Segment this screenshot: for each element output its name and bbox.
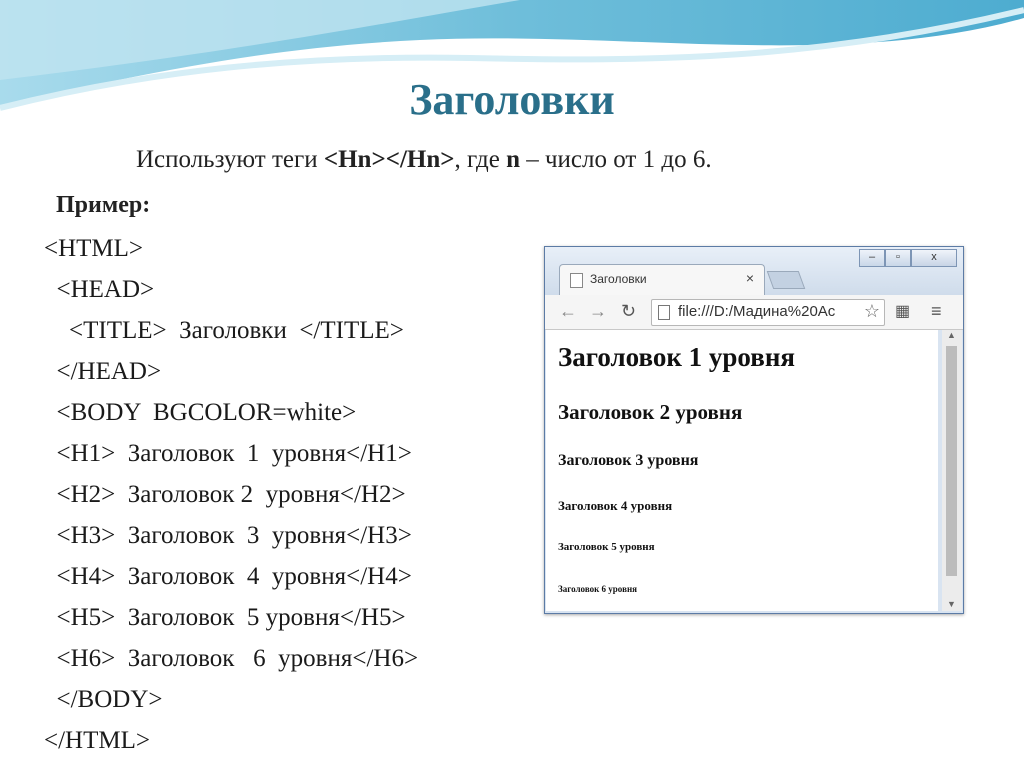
code-line: </HTML> — [44, 727, 150, 754]
code-line: </HEAD> — [44, 358, 162, 385]
maximize-icon[interactable]: ▫ — [885, 249, 911, 267]
vertical-scrollbar[interactable] — [942, 330, 962, 611]
subtitle-suffix: – число от 1 до 6. — [519, 146, 712, 173]
code-listing — [44, 228, 418, 761]
heading-h2: Заголовок 2 уровня — [558, 400, 743, 424]
bookmark-star-icon[interactable]: ☆ — [863, 301, 880, 321]
code-line: <HEAD> — [44, 276, 155, 303]
browser-content — [546, 330, 938, 611]
scroll-down-icon[interactable]: ▼ — [947, 599, 956, 609]
heading-h3: Заголовок 3 уровня — [558, 452, 699, 469]
menu-icon[interactable]: ≡ — [931, 301, 942, 321]
browser-titlebar — [545, 247, 963, 295]
subtitle-middle: , где — [454, 146, 507, 173]
code-line: </BODY> — [44, 686, 163, 713]
code-line: <H6> Заголовок 6 уровня</H6> — [44, 645, 419, 672]
close-icon[interactable]: x — [911, 249, 957, 267]
address-bar[interactable] — [651, 299, 885, 326]
file-icon — [658, 305, 670, 320]
subtitle-prefix: Используют теги — [136, 146, 324, 173]
browser-toolbar — [545, 295, 963, 330]
heading-h4: Заголовок 4 уровня — [558, 498, 673, 513]
url-text: file:///D:/Мадина%20Ac — [678, 303, 836, 320]
tab-label: Заголовки — [590, 272, 647, 286]
code-line: <BODY BGCOLOR=white> — [44, 399, 357, 426]
code-line: <TITLE> Заголовки </TITLE> — [44, 317, 404, 344]
code-line: <H3> Заголовок 3 уровня</H3> — [44, 522, 412, 549]
slide-subtitle — [136, 146, 712, 174]
reload-icon[interactable]: ↻ — [621, 301, 637, 321]
back-arrow-icon[interactable]: ← — [559, 301, 577, 321]
subtitle-tags: <Hn></Hn> — [323, 146, 455, 173]
new-tab-button[interactable] — [767, 271, 806, 289]
code-line: <H5> Заголовок 5 уровня</H5> — [44, 604, 406, 631]
minimize-icon[interactable]: ‒ — [859, 249, 885, 267]
code-line: <H4> Заголовок 4 уровня</H4> — [44, 563, 412, 590]
code-line: <HTML> — [44, 235, 144, 262]
heading-h6: Заголовок 6 уровня — [558, 584, 638, 594]
scroll-up-icon[interactable]: ▲ — [947, 330, 956, 340]
heading-h1: Заголовок 1 уровня — [558, 342, 796, 372]
scrollbar-thumb[interactable] — [946, 346, 957, 576]
slide-title: Заголовки — [409, 75, 615, 124]
heading-h5: Заголовок 5 уровня — [558, 541, 655, 553]
example-label: Пример: — [56, 192, 151, 218]
subtitle-var: n — [506, 146, 520, 173]
page-icon — [570, 273, 583, 288]
tab-close-icon[interactable]: × — [745, 270, 754, 286]
extension-icon[interactable]: ▦ — [895, 303, 911, 320]
forward-arrow-icon[interactable]: → — [589, 301, 607, 321]
code-line: <H2> Заголовок 2 уровня</H2> — [44, 481, 406, 508]
browser-tab[interactable] — [559, 264, 765, 295]
browser-window — [544, 246, 964, 614]
code-line: <H1> Заголовок 1 уровня</H1> — [44, 440, 412, 467]
